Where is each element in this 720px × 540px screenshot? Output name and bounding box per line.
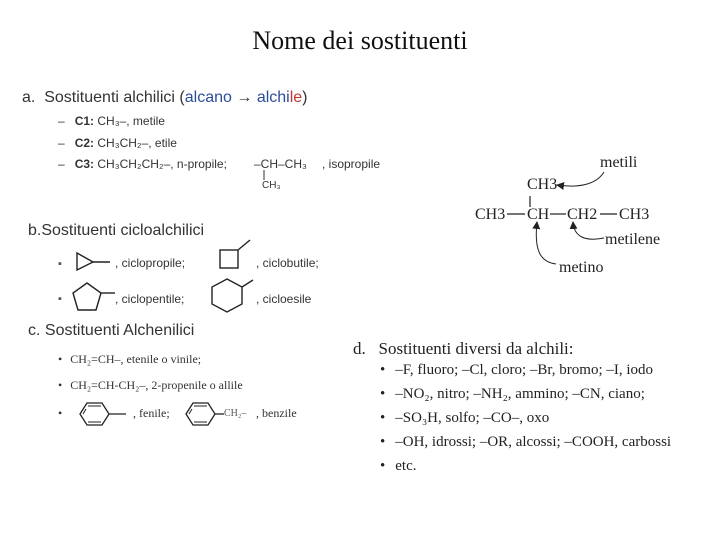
bullet: • <box>58 406 63 420</box>
list-item: • –SO₃H, solfo; –CO–, oxo <box>380 410 550 426</box>
list-item: • –OH, idrossi; –OR, alcossi; –COOH, carbossi <box>380 434 672 450</box>
page-title: Nome dei sostituenti <box>252 26 468 55</box>
benzyl-ch2: CH₂– <box>224 408 247 419</box>
paren-close: ) <box>302 89 308 106</box>
list-item: – C3: CH₃CH₂CH₂–, n-propile; <box>58 157 227 171</box>
cyclohexane-icon <box>206 276 256 318</box>
benzile-label: , benzile <box>256 406 297 420</box>
list-item: – C2: CH₃CH₂–, etile <box>58 136 177 150</box>
label-metilene: metilene <box>605 231 661 248</box>
paren-open: ( <box>179 89 185 106</box>
diagram-ch2: CH2 <box>567 206 598 223</box>
ciclopentile-label: , ciclopentile; <box>115 292 185 306</box>
list-item: • CH₂=CH-CH₂–, 2-propenile o allile <box>58 378 243 392</box>
list-item: – C1: CH₃–, metile <box>58 114 165 128</box>
diagram-ch: CH <box>527 206 550 223</box>
ciclopropile-label: , ciclopropile; <box>115 256 186 270</box>
cyclobutane-icon <box>216 238 256 274</box>
fenile-label: , fenile; <box>133 406 170 420</box>
alcano-word: alcano <box>184 89 232 106</box>
cicloesile-label: , cicloesile <box>256 292 312 306</box>
cyclopentane-icon <box>70 280 120 316</box>
ciclobutile-label: , ciclobutile; <box>256 256 319 270</box>
diagram-ch3-left: CH3 <box>475 206 506 223</box>
alchi-word: alchi <box>256 89 290 106</box>
bullet: ▪ <box>58 293 62 305</box>
section-c-heading: c. Sostituenti Alchenilici <box>28 322 195 339</box>
label-metino: metino <box>559 259 604 276</box>
diagram-ch3-top: CH3 <box>527 176 558 193</box>
section-b-heading: b.Sostituenti cicloalchilici <box>28 222 205 239</box>
section-a-title: Sostituenti alchilici <box>44 89 175 106</box>
list-item: • –NO₂, nitro; –NH₂, ammino; –CN, ciano; <box>380 386 645 402</box>
diagram-ch3-right: CH3 <box>619 206 650 223</box>
benzyl-ring-icon <box>180 400 226 430</box>
list-item: • CH₂=CH–, etenile o vinile; <box>58 352 202 366</box>
cyclopropane-icon <box>74 250 114 276</box>
arrow: → <box>236 89 253 106</box>
bullet: ▪ <box>58 258 62 270</box>
le-suffix: le <box>289 89 303 106</box>
benzene-icon <box>74 400 132 430</box>
label-metili: metili <box>600 154 638 171</box>
list-item: • –F, fluoro; –Cl, cloro; –Br, bromo; –I, iodo <box>380 362 654 378</box>
section-d-heading: d. Sostituenti diversi da alchili: <box>353 339 574 358</box>
isopropyl-name: , isopropile <box>322 157 381 171</box>
isopropyl-methyl: CH₃ <box>262 180 281 191</box>
isopropyl-formula: –CH–CH₃ <box>254 157 307 171</box>
section-a-marker: a. <box>22 89 36 106</box>
list-item: • etc. <box>380 458 417 474</box>
